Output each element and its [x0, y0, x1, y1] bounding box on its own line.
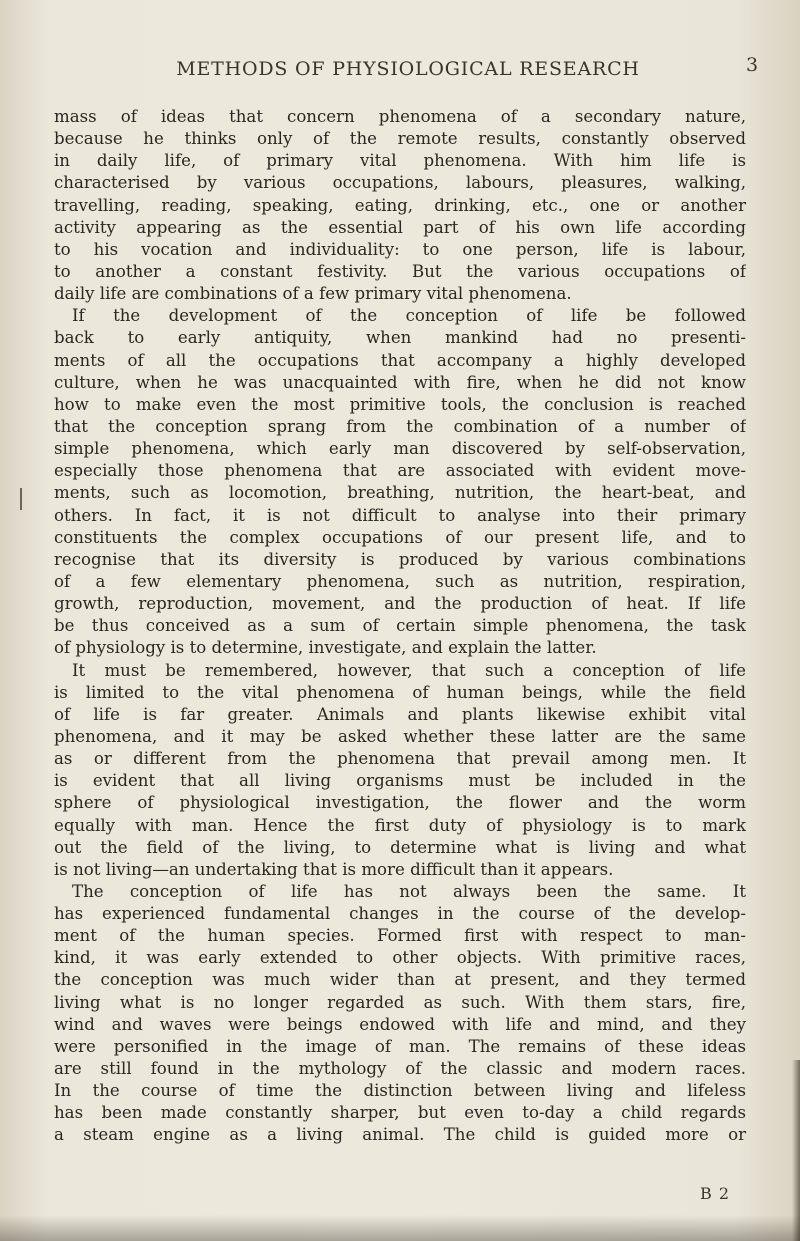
text-line: has experienced fundamental changes in the course of the develop-: [54, 904, 746, 924]
page-bottom-shadow: [0, 1215, 800, 1241]
text-line: to another a constant festivity. But the various occupations of: [54, 261, 746, 281]
text-line: travelling, reading, speaking, eating, drinking, etc., one or another: [54, 195, 746, 215]
text-line: culture, when he was unacquainted with fire, when he did not know: [54, 372, 746, 392]
signature-mark: B 2: [700, 1184, 731, 1203]
text-line: It must be remembered, however, that such a conception of life: [72, 660, 746, 680]
text-line: the conception was much wider than at present, and they termed: [54, 970, 746, 990]
page-number: 3: [746, 54, 759, 76]
text-line: how to make even the most primitive tools, the conclusion is reached: [54, 394, 746, 414]
text-line: sphere of physiological investigation, the flower and the worm: [54, 793, 746, 813]
text-line: living what is no longer regarded as such. With them stars, fire,: [54, 992, 746, 1012]
text-line: ments, such as locomotion, breathing, nutrition, the heart-beat, and: [54, 483, 746, 503]
margin-mark: [20, 488, 22, 510]
text-line: wind and waves were beings endowed with life and mind, and they: [54, 1014, 746, 1034]
text-line: phenomena, and it may be asked whether these latter are the same: [54, 726, 746, 746]
text-line: daily life are combinations of a few primary vital phenomena.: [54, 284, 572, 304]
running-header: [0, 54, 800, 88]
text-line: in daily life, of primary vital phenomena. With him life is: [54, 151, 746, 171]
text-line: of a few elementary phenomena, such as nutrition, respiration,: [54, 571, 746, 591]
text-line: If the development of the conception of life be followed: [72, 306, 746, 326]
text-line: because he thinks only of the remote results, constantly observed: [54, 129, 746, 149]
text-line: characterised by various occupations, labours, pleasures, walking,: [54, 173, 746, 193]
text-line: is limited to the vital phenomena of human beings, while the field: [54, 682, 746, 702]
header-title: METHODS OF PHYSIOLOGICAL RESEARCH: [176, 58, 640, 80]
text-line: is evident that all living organisms must be included in the: [54, 771, 746, 791]
text-line: activity appearing as the essential part of his own life according: [54, 217, 746, 237]
text-line: recognise that its diversity is produced by various combinations: [54, 549, 746, 569]
text-line: of physiology is to determine, investigate, and explain the latter.: [54, 638, 597, 658]
text-line: In the course of time the distinction between living and lifeless: [54, 1081, 746, 1101]
text-line: is not living—an undertaking that is more difficult than it appears.: [54, 859, 614, 879]
text-line: a steam engine as a living animal. The child is guided more or: [54, 1125, 746, 1145]
text-line: mass of ideas that concern phenomena of a secondary nature,: [54, 107, 746, 126]
text-line: constituents the complex occupations of our present life, and to: [54, 527, 746, 547]
text-line: were personified in the image of man. The remains of these ideas: [54, 1036, 746, 1056]
text-line: back to early antiquity, when mankind had no presenti-: [54, 328, 746, 348]
text-line: to his vocation and individuality: to one person, life is labour,: [54, 239, 746, 259]
text-line: simple phenomena, which early man discovered by self-observation,: [54, 439, 746, 459]
text-line: equally with man. Hence the first duty of physiology is to mark: [54, 815, 746, 835]
text-line: has been made constantly sharper, but even to-day a child regards: [54, 1103, 746, 1123]
text-line: that the conception sprang from the combination of a number of: [54, 416, 746, 436]
text-line: out the field of the living, to determine what is living and what: [54, 837, 746, 857]
text-line: others. In fact, it is not difficult to analyse into their primary: [54, 505, 746, 525]
text-line: are still found in the mythology of the classic and modern races.: [54, 1059, 746, 1079]
text-line: be thus conceived as a sum of certain simple phenomena, the task: [54, 616, 746, 636]
text-line: ments of all the occupations that accompany a highly developed: [54, 350, 746, 370]
text-line: ment of the human species. Formed first with respect to man-: [54, 926, 746, 946]
text-line: The conception of life has not always been the same. It: [72, 881, 746, 901]
body-text: [54, 106, 746, 1147]
text-line: especially those phenomena that are associated with evident move-: [54, 461, 746, 481]
text-line: as or different from the phenomena that prevail among men. It: [54, 749, 746, 769]
text-line: kind, it was early extended to other objects. With primitive races,: [54, 948, 746, 968]
text-line: of life is far greater. Animals and plants likewise exhibit vital: [54, 704, 746, 724]
text-line: growth, reproduction, movement, and the production of heat. If life: [54, 594, 746, 614]
page-edge-shadow: [792, 1060, 800, 1241]
